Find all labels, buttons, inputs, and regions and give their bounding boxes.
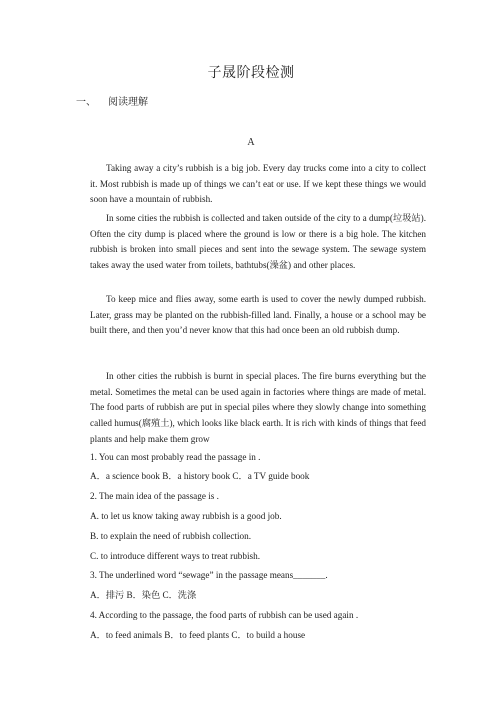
section-number: 一、 bbox=[76, 97, 96, 108]
paragraph-3: To keep mice and flies away, some earth is used to cover the newly dumped rubbish. Later, grass may be planted on the rubbish-filled land. Finally, a house or a school may be built there, and then you’d never know that this had once been an old rubbish dump. bbox=[90, 294, 426, 336]
question-1-options: A．a science book B．a history book C．a TV guide book bbox=[90, 471, 310, 481]
question-3-options: A．排污 B．染色 C．洗涤 bbox=[90, 590, 197, 600]
question-3-stem: 3. The underlined word “sewage” in the passage means_______. bbox=[90, 570, 328, 580]
question-2-stem: 2. The main idea of the passage is . bbox=[90, 491, 219, 501]
question-4-stem: 4. According to the passage, the food parts of rubbish can be used again . bbox=[90, 610, 359, 620]
question-2-option-a: A. to let us know taking away rubbish is a good job. bbox=[90, 511, 282, 521]
question-1-stem: 1. You can most probably read the passage in . bbox=[90, 452, 261, 462]
page-title: 子晟阶段检测 bbox=[207, 66, 295, 81]
passage-label: A bbox=[247, 137, 255, 148]
paragraph-2: In some cities the rubbish is collected and taken outside of the city to a dump(垃圾站). Often the city dump is placed where the ground is low or there is a big hole. The kitchen rubbish is broken into small pieces and sent into the sewage system. The sewage system takes away the used water from toilets, bathtubs(澡盆) and other places. bbox=[90, 213, 426, 271]
question-2-option-b: B. to explain the need of rubbish collection. bbox=[90, 531, 251, 541]
paragraph-1: Taking away a city’s rubbish is a big job. Every day trucks come into a city to collect it. Most rubbish is made up of things we can’t eat or use. If we kept these things we would soon have a mountain of rubbish. bbox=[90, 163, 426, 205]
section-label: 阅读理解 bbox=[108, 97, 148, 108]
question-2-option-c: C. to introduce different ways to treat rubbish. bbox=[90, 551, 261, 561]
paragraph-4: In other cities the rubbish is burnt in special places. The fire burns everything but the metal. Sometimes the metal can be used again in factories where things are made of metal. The food parts of rubbish are put in special piles where they slowly change into something called humus(腐殖土), which looks like black earth. It is rich with kinds of things that feed plants and help make them grow bbox=[90, 371, 426, 444]
question-4-options: A．to feed animals B．to feed plants C．to build a house bbox=[90, 630, 306, 640]
section-heading bbox=[76, 93, 148, 108]
